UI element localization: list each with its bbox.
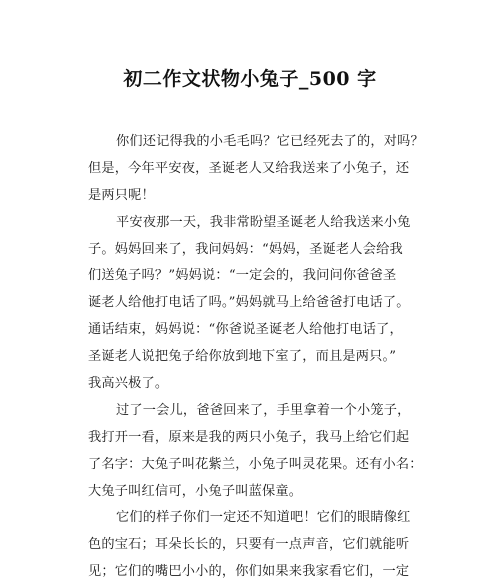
paragraph-3 — [88, 398, 428, 506]
text-line: 它们的样子你们一定还不知道吧！它们的眼睛像红 — [116, 510, 411, 526]
text-line: 们送兔子吗？”妈妈说：“一定会的，我问问你爸爸圣 — [88, 268, 397, 284]
text-line: 平安夜那一天，我非常盼望圣诞老人给我送来小兔 — [116, 214, 411, 230]
text-line: 子。妈妈回来了，我问妈妈：“妈妈，圣诞老人会给我 — [88, 241, 403, 257]
text-line: 你们还记得我的小毛毛吗？它已经死去了的，对吗？ — [116, 134, 424, 149]
text-line: 诞老人给他打电话了吗。”妈妈就马上给爸爸打电话了。 — [88, 295, 410, 311]
text-line: 色的宝石；耳朵长长的，只要有一点声音，它们就能听 — [88, 537, 410, 553]
document-title: 初二作文状物小兔子_500 字 — [123, 68, 377, 90]
text-line: 通话结束，妈妈说：“你爸说圣诞老人给他打电话了， — [88, 322, 403, 338]
text-line: 了名字：大兔子叫花紫兰，小兔子叫灵花果。还有小名： — [88, 456, 423, 472]
text-line: 见；它们的嘴巴小小的，你们如果来我家看它们，一定 — [88, 564, 410, 580]
document-body — [88, 129, 428, 586]
paragraph-4 — [88, 505, 428, 586]
text-line: 过了一会儿，爸爸回来了，手里拿着一个小笼子， — [116, 402, 411, 418]
paragraph-1 — [88, 129, 428, 210]
paragraph-2 — [88, 210, 428, 398]
text-line: 但是，今年平安夜，圣诞老人又给我送来了小兔子，还 — [88, 160, 410, 176]
text-line: 是两只呢！ — [88, 187, 155, 203]
text-line: 我打开一看，原来是我的两只小兔子，我马上给它们起 — [88, 429, 410, 445]
text-line: 大兔子叫红信可，小兔子叫蓝保童。 — [88, 483, 303, 499]
text-line: 我高兴极了。 — [88, 376, 169, 392]
text-line: 圣诞老人说把兔子给你放到地下室了，而且是两只。” — [88, 349, 397, 365]
